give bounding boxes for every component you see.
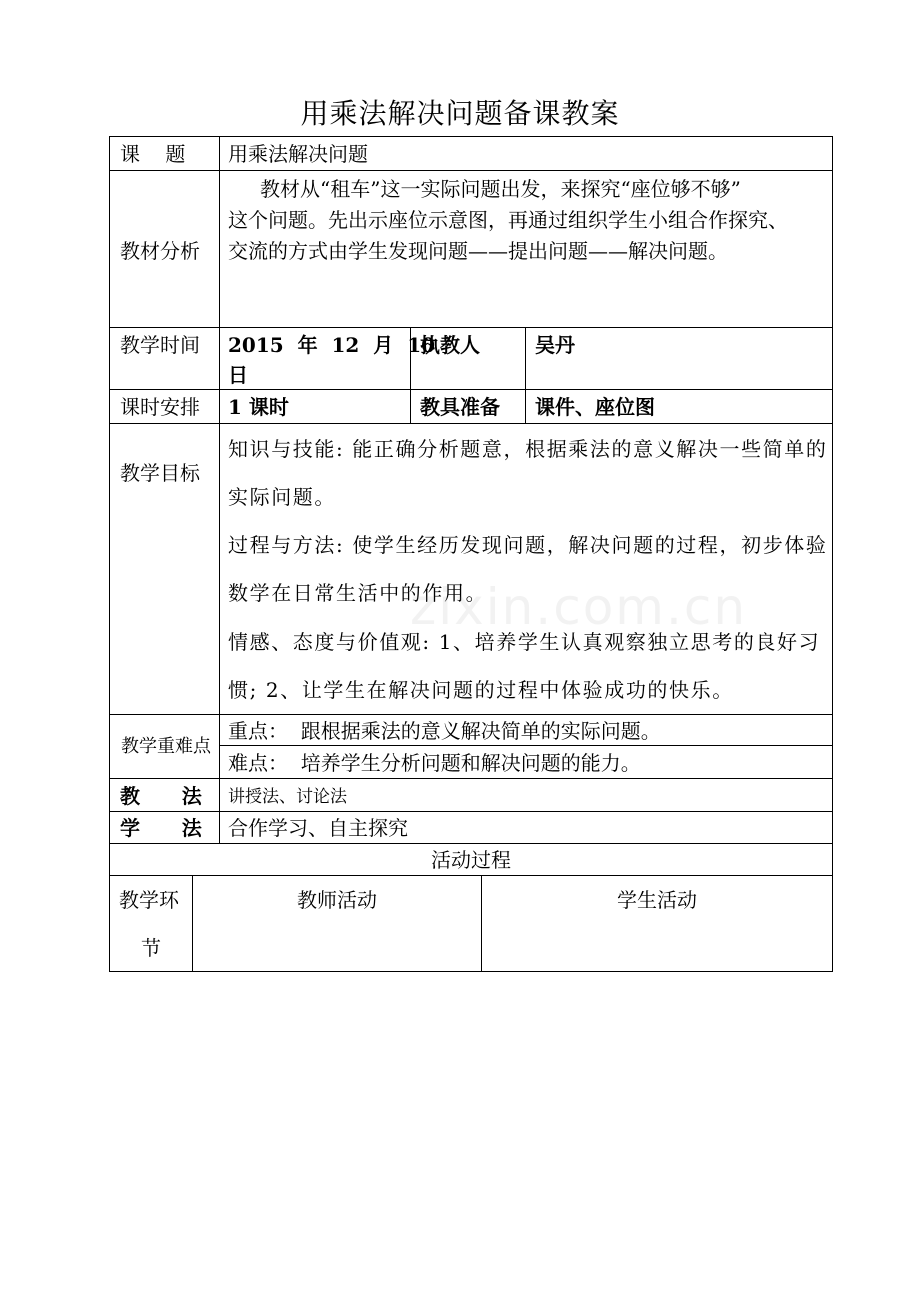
teacher-value: 吴丹 — [535, 333, 575, 357]
goals-line: 知识与技能: 能正确分析题意，根据乘法的意义解决一些简单的 — [228, 437, 828, 461]
goals-line: 惯; 2、让学生在解决问题的过程中体验成功的快乐。 — [228, 678, 734, 702]
row-divider — [109, 811, 833, 812]
page-title: 用乘法解决问题备课教案 — [300, 97, 620, 130]
row-divider — [109, 389, 833, 390]
teaching-method-label: 教 法 — [120, 784, 202, 808]
period-label: 课时安排 — [120, 395, 200, 419]
row-divider — [109, 843, 833, 844]
teaching-method-value: 讲授法、讨论法 — [228, 787, 347, 807]
goals-line: 实际问题。 — [228, 485, 336, 509]
row-divider — [109, 714, 833, 715]
activity-col-teacher: 教师活动 — [297, 888, 377, 912]
activity-col-student: 学生活动 — [617, 888, 697, 912]
time-label: 教学时间 — [120, 333, 200, 357]
time-value-line1: 2015 年 12 月 10 — [228, 333, 436, 357]
row-divider — [109, 778, 833, 779]
column-divider — [525, 327, 526, 423]
analysis-line: 交流的方式由学生发现问题——提出问题——解决问题。 — [228, 239, 728, 263]
difficulty-text: 难点： 培养学生分析问题和解决问题的能力。 — [228, 751, 641, 775]
tools-label: 教具准备 — [420, 395, 500, 419]
analysis-line: 教材从“租车”这一实际问题出发，来探究“座位够不够” — [260, 177, 741, 201]
topic-value: 用乘法解决问题 — [228, 142, 368, 166]
column-divider — [219, 136, 220, 843]
teacher-label: 执教人 — [420, 333, 480, 357]
analysis-label: 教材分析 — [120, 239, 200, 263]
row-divider — [109, 327, 833, 328]
table-border-bottom — [109, 971, 833, 972]
table-border-top — [109, 136, 833, 137]
activity-col-stage: 节 — [141, 936, 161, 960]
watermark: zixin.com.cn — [410, 578, 748, 636]
focus-text: 重点： 跟根据乘法的意义解决简单的实际问题。 — [228, 719, 661, 743]
goals-line: 数学在日常生活中的作用。 — [228, 581, 488, 605]
row-divider — [109, 170, 833, 171]
time-value-line2: 日 — [228, 363, 248, 387]
learning-method-value: 合作学习、自主探究 — [228, 816, 408, 840]
activity-header: 活动过程 — [431, 848, 511, 872]
goals-label: 教学目标 — [120, 461, 200, 485]
analysis-line: 这个问题。先出示座位示意图，再通过组织学生小组合作探究、 — [228, 208, 788, 232]
period-value: 1 课时 — [228, 395, 289, 419]
tools-value: 课件、座位图 — [535, 395, 655, 419]
goals-line: 情感、态度与价值观: 1、培养学生认真观察独立思考的良好习 — [228, 630, 821, 654]
row-divider — [109, 423, 833, 424]
topic-label: 课 题 — [120, 142, 186, 166]
learning-method-label: 学 法 — [120, 816, 202, 840]
row-divider — [109, 875, 833, 876]
activity-col-stage: 教学环 — [119, 888, 179, 912]
goals-line: 过程与方法: 使学生经历发现问题，解决问题的过程，初步体验 — [228, 533, 828, 557]
keypoints-label: 教学重难点 — [121, 736, 211, 757]
